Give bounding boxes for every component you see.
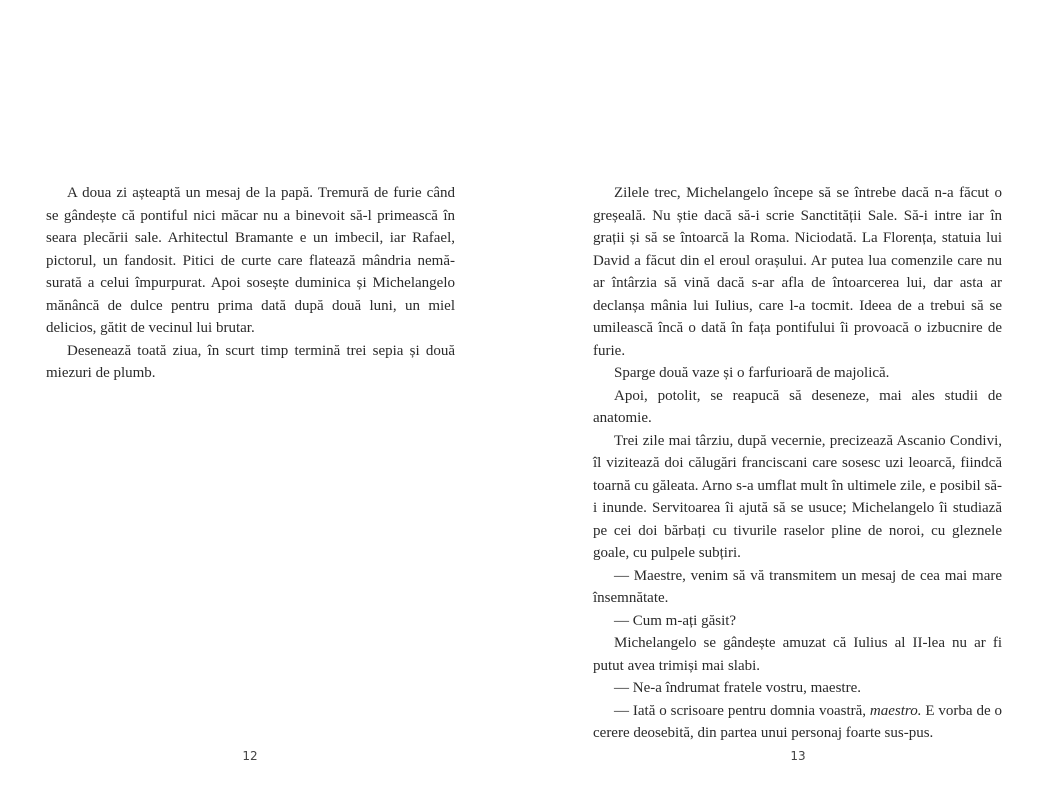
page-number-right: 13	[790, 749, 806, 763]
paragraph-last	[593, 700, 1002, 745]
right-page-text	[593, 182, 1002, 745]
paragraph: Trei zile mai târziu, după vecernie, precizează Ascanio Condivi, îl vizitează doi călugări franciscani care sosesc uzi leoarcă, fiindcă toarnă cu găleata. Arno s-a umflat mult în ultimele zile, e posibil să-i inunde. Servitoarea îi ajută să se usuce; Michelangelo îi studiază pe cei doi bărbați cu tivurile raselor pline de noroi, cu gleznele goale, cu pulpele subțiri.	[593, 432, 1002, 561]
paragraph: Desenează toată ziua, în scurt timp termină trei sepia și două miezuri de plumb.	[46, 342, 455, 381]
paragraph: Zilele trec, Michelangelo începe să se întrebe dacă n-a făcut o greșeală. Nu știe dacă să-i scrie Sanctității Sale. Să-i intre iar în grații și să se întoarcă la Roma. Niciodată. La Florența, statuia lui David a făcut din el eroul orașului. Ar putea lua comenzile care nu ar întârzia să vină dacă s-ar afla de întoarcerea lui, dar asta ar declanșa mânia lui Iulius, care l-a tocmit. Ideea de a trebui să se umilească încă o dată în fața pontifului îi provoacă o izbucnire de furie.	[593, 185, 1002, 359]
page-number-left: 12	[242, 749, 258, 763]
left-page-text	[46, 182, 455, 385]
italic-word: maestro.	[869, 702, 922, 719]
paragraph: A doua zi așteaptă un mesaj de la papă. Tremură de furie când se gândește că pontiful nici măcar nu a binevoit să-l primească în seara plecării sale. Arhitectul Bramante e un imbecil, iar Rafael, pictorul, un fandosit. Pitici de curte care flatează mândria nemăsurată a celui împurpurat. Apoi sosește duminica și Michelangelo mănâncă de dulce pentru prima dată după două luni, un miel delicios, gătit de vecinul lui brutar.	[46, 185, 455, 336]
paragraph: — Ne-a îndrumat fratele vostru, maestre.	[614, 680, 861, 696]
paragraph: — Cum m-ați găsit?	[614, 612, 737, 629]
text-run: E vorba de o cerere deosebită, din partea unui personaj foarte sus-pus.	[593, 702, 1002, 741]
right-page	[527, 0, 1053, 799]
text-run: — Iată o scrisoare pentru domnia voastră,	[614, 702, 870, 719]
paragraph: Apoi, potolit, se reapucă să deseneze, mai ales studii de anatomie.	[593, 387, 1002, 426]
paragraph: Michelangelo se gândește amuzat că Iulius al II-lea nu ar fi putut avea trimiși mai slabi.	[593, 635, 1002, 674]
paragraph: Sparge două vaze și o farfurioară de majolică.	[614, 365, 890, 381]
paragraph: — Maestre, venim să vă transmitem un mesaj de cea mai mare însemnătate.	[593, 567, 1002, 606]
left-page	[0, 0, 526, 799]
